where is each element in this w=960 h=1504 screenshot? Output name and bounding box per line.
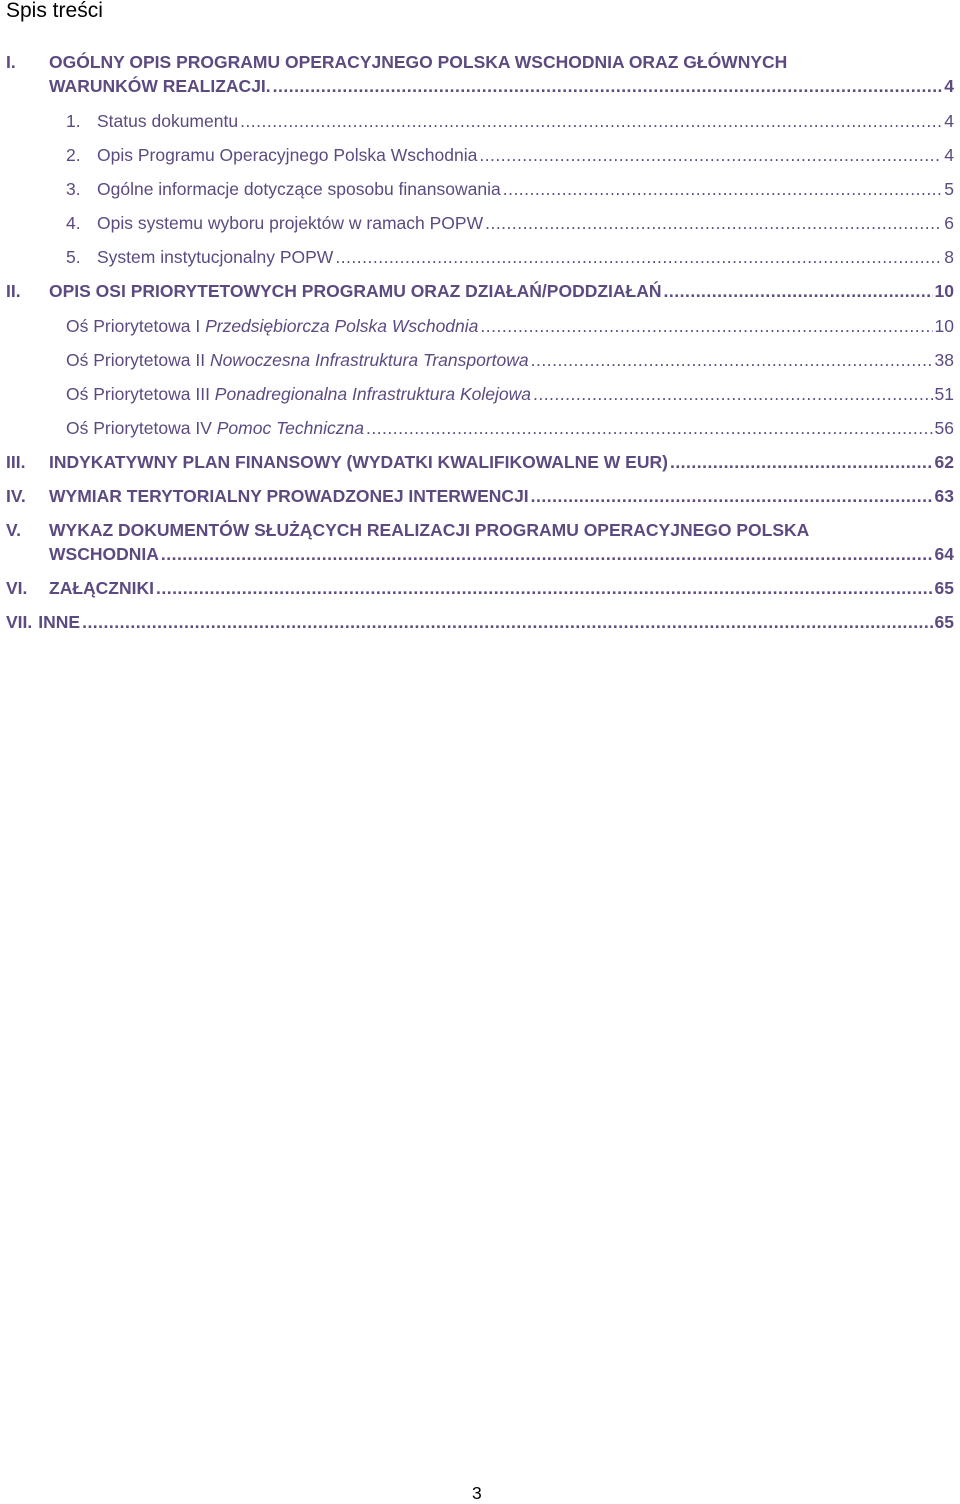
toc-entry-title: Opis Programu Operacyjnego Polska Wschodnia bbox=[97, 145, 478, 165]
toc-entry-prefix: Oś Priorytetowa I bbox=[66, 316, 206, 336]
toc-entry-title: INNE bbox=[38, 612, 81, 632]
toc-entry-title: Pomoc Techniczna bbox=[216, 418, 364, 438]
toc-entry-part-2[interactable] bbox=[6, 279, 954, 303]
toc-entry-section-2[interactable] bbox=[66, 143, 954, 167]
dot-leader bbox=[156, 576, 933, 600]
toc-entry-page: 4 bbox=[944, 145, 954, 165]
dot-leader bbox=[664, 279, 933, 303]
toc-entry-line bbox=[6, 50, 954, 74]
toc-entry-page: 5 bbox=[944, 179, 954, 199]
dot-leader bbox=[161, 542, 933, 566]
dot-leader bbox=[480, 314, 932, 338]
toc-entry-page: 65 bbox=[934, 612, 954, 632]
dot-leader bbox=[533, 382, 933, 406]
dot-leader bbox=[479, 143, 942, 167]
toc-entry-part-3[interactable] bbox=[6, 450, 954, 474]
toc-entry-page: 51 bbox=[934, 384, 954, 404]
toc-entry-number: VI. bbox=[6, 578, 28, 598]
toc-entry-page: 6 bbox=[944, 213, 954, 233]
dot-leader bbox=[531, 484, 933, 508]
toc-entry-axis-4[interactable] bbox=[66, 416, 954, 440]
toc-entry-title: Ogólne informacje dotyczące sposobu finansowania bbox=[97, 179, 501, 199]
toc-entry-number: 4. bbox=[66, 213, 81, 233]
toc-entry-part-4[interactable] bbox=[6, 484, 954, 508]
dot-leader bbox=[503, 177, 943, 201]
toc-entry-axis-2[interactable] bbox=[66, 348, 954, 372]
toc-entry-title: WYMIAR TERYTORIALNY PROWADZONEJ INTERWENCJI bbox=[49, 486, 529, 506]
toc-entry-number: I. bbox=[6, 52, 16, 72]
toc-entry-title: Nowoczesna Infrastruktura Transportowa bbox=[209, 350, 529, 370]
toc-entry-number: IV. bbox=[6, 486, 26, 506]
toc-entry-number: V. bbox=[6, 520, 21, 540]
toc-entry-page: 38 bbox=[934, 350, 954, 370]
toc-entry-line bbox=[6, 542, 954, 566]
dot-leader bbox=[240, 109, 942, 133]
toc-entry-title: ZAŁĄCZNIKI bbox=[49, 578, 154, 598]
page-number: 3 bbox=[472, 1483, 482, 1503]
toc-entry-title: OGÓLNY OPIS PROGRAMU OPERACYJNEGO POLSKA WSCHODNIA ORAZ GŁÓWNYCH bbox=[49, 52, 788, 72]
toc-entry-section-5[interactable] bbox=[66, 245, 954, 269]
toc-entry-section-1[interactable] bbox=[66, 109, 954, 133]
toc-entry-page: 62 bbox=[934, 452, 954, 472]
toc-title: Spis treści bbox=[6, 0, 103, 22]
toc-entry-part-7[interactable] bbox=[6, 610, 954, 634]
toc-entry-title: System instytucjonalny POPW bbox=[97, 247, 334, 267]
toc-entry-page: 56 bbox=[934, 418, 954, 438]
toc-entry-page: 10 bbox=[934, 316, 954, 336]
dot-leader bbox=[531, 348, 933, 372]
toc-entry-axis-1[interactable] bbox=[66, 314, 954, 338]
toc-entry-prefix: Oś Priorytetowa II bbox=[66, 350, 210, 370]
toc-entry-section-3[interactable] bbox=[66, 177, 954, 201]
toc-entry-line bbox=[6, 74, 954, 98]
toc-entry-title: Status dokumentu bbox=[97, 111, 239, 131]
toc-entry-prefix: Oś Priorytetowa IV bbox=[66, 418, 217, 438]
toc-entry-title-continued: WSCHODNIA bbox=[49, 544, 159, 564]
toc-entry-axis-3[interactable] bbox=[66, 382, 954, 406]
dot-leader bbox=[485, 211, 942, 235]
toc-entry-title: Opis systemu wyboru projektów w ramach POPW bbox=[97, 213, 484, 233]
toc-entry-page: 4 bbox=[944, 111, 954, 131]
toc-entry-page: 64 bbox=[934, 544, 954, 564]
toc-entry-title-continued: WARUNKÓW REALIZACJI. bbox=[49, 76, 271, 96]
toc-entry-page: 65 bbox=[934, 578, 954, 598]
toc-entry-number: 5. bbox=[66, 247, 81, 267]
toc-entry-part-1[interactable] bbox=[6, 50, 954, 98]
toc-entry-number: 1. bbox=[66, 111, 81, 131]
toc-entry-page: 4 bbox=[944, 76, 954, 96]
dot-leader bbox=[335, 245, 942, 269]
toc-entry-title: Ponadregionalna Infrastruktura Kolejowa bbox=[214, 384, 531, 404]
dot-leader bbox=[273, 74, 943, 98]
dot-leader bbox=[366, 416, 933, 440]
toc-entry-line bbox=[6, 518, 954, 542]
dot-leader bbox=[82, 610, 932, 634]
toc-entry-title: INDYKATYWNY PLAN FINANSOWY (WYDATKI KWALIFIKOWALNE W EUR) bbox=[49, 452, 668, 472]
toc-entry-title: Przedsiębiorcza Polska Wschodnia bbox=[205, 316, 479, 336]
toc-entry-number: 2. bbox=[66, 145, 81, 165]
toc-entry-section-4[interactable] bbox=[66, 211, 954, 235]
toc-entry-part-5[interactable] bbox=[6, 518, 954, 566]
toc-entry-number: II. bbox=[6, 281, 21, 301]
toc-entry-title: OPIS OSI PRIORYTETOWYCH PROGRAMU ORAZ DZIAŁAŃ/PODDZIAŁAŃ bbox=[49, 281, 662, 301]
dot-leader bbox=[670, 450, 933, 474]
toc-entry-part-6[interactable] bbox=[6, 576, 954, 600]
toc-entry-number: III. bbox=[6, 452, 26, 472]
toc-entry-page: 10 bbox=[934, 281, 954, 301]
toc-entry-title: WYKAZ DOKUMENTÓW SŁUŻĄCYCH REALIZACJI PROGRAMU OPERACYJNEGO POLSKA bbox=[49, 520, 810, 540]
toc-entry-prefix: Oś Priorytetowa III bbox=[66, 384, 215, 404]
toc-entry-number: VII. bbox=[6, 612, 33, 632]
toc-entry-page: 8 bbox=[944, 247, 954, 267]
toc-entry-number: 3. bbox=[66, 179, 81, 199]
toc-entry-page: 63 bbox=[934, 486, 954, 506]
